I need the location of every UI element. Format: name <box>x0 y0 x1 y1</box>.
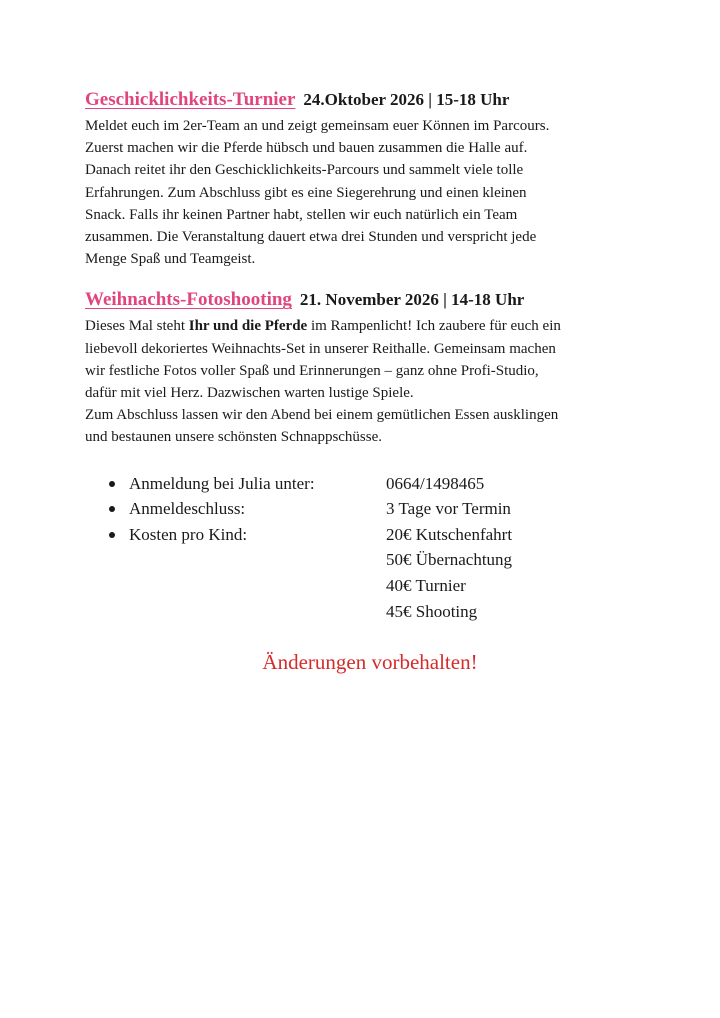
cost-value: 20€ Kutschenfahrt <box>386 524 513 544</box>
event-description-line: Erfahrungen. Zum Abschluss gibt es eine Siegerehrung und einen kleinen <box>85 184 527 201</box>
list-item <box>107 496 635 522</box>
event-description-line: wir festliche Fotos voller Spaß und Erinnerungen – ganz ohne Profi-Studio, <box>85 362 539 379</box>
cost-label: Kosten pro Kind: <box>129 524 248 544</box>
registration-phone: 0664/1498465 <box>386 473 485 493</box>
event-date-time: 21. November 2026 | 14-18 Uhr <box>299 290 525 310</box>
list-item <box>107 599 635 625</box>
event-description-line: zusammen. Die Veranstaltung dauert etwa drei Stunden und verspricht jede <box>85 229 537 246</box>
event-title: Weihnachts-Fotoshooting <box>85 289 292 311</box>
disclaimer-notice: Änderungen vorbehalten! <box>262 650 478 674</box>
list-item <box>107 573 635 599</box>
event-description-line: Zuerst machen wir die Pferde hübsch und bauen zusammen die Halle auf. <box>85 140 528 157</box>
event-description-line: Menge Spaß und Teamgeist. <box>85 251 256 268</box>
info-list <box>107 471 635 625</box>
bullet-icon <box>107 471 129 497</box>
event-date-time: 24.Oktober 2026 | 15-18 Uhr <box>303 90 510 109</box>
event-description-line: und bestaunen unsere schönsten Schnappschüsse. <box>85 429 383 446</box>
cost-value: 45€ Shooting <box>386 601 478 621</box>
event-heading <box>85 284 635 315</box>
event-heading <box>85 84 635 115</box>
event-description-text: im Rampenlicht! Ich zaubere für euch ein <box>307 318 561 335</box>
event-tournament <box>85 84 635 270</box>
list-item <box>107 522 635 548</box>
event-description-line: Meldet euch im 2er-Team an und zeigt gemeinsam euer Können im Parcours. <box>85 118 550 134</box>
event-description-emphasis: Ihr und die Pferde <box>188 318 308 335</box>
event-description-line: Snack. Falls ihr keinen Partner habt, stellen wir euch natürlich ein Team <box>85 206 518 223</box>
cost-value: 50€ Übernachtung <box>386 550 513 570</box>
cost-value: 40€ Turnier <box>386 576 466 596</box>
bullet-icon <box>107 522 129 548</box>
deadline-value: 3 Tage vor Termin <box>386 499 511 519</box>
event-photoshoot <box>85 284 635 448</box>
event-description-line <box>85 315 635 337</box>
event-description-text: Dieses Mal steht <box>85 318 189 335</box>
event-description-line: dafür mit viel Herz. Dazwischen warten lustige Spiele. <box>85 385 414 402</box>
registration-label: Anmeldung bei Julia unter: <box>129 473 315 493</box>
event-description-line: liebevoll dekoriertes Weihnachts-Set in unserer Reithalle. Gemeinsam machen <box>85 340 556 357</box>
list-item <box>107 547 635 573</box>
event-title: Geschicklichkeits-Turnier <box>85 89 296 110</box>
list-item <box>107 471 635 497</box>
bullet-icon <box>107 496 129 522</box>
event-description-line: Zum Abschluss lassen wir den Abend bei einem gemütlichen Essen ausklingen <box>85 407 559 424</box>
event-description-line: Danach reitet ihr den Geschicklichkeits-Parcours und sammelt viele tolle <box>85 162 524 179</box>
deadline-label: Anmeldeschluss: <box>129 499 246 519</box>
document-page <box>85 84 635 624</box>
